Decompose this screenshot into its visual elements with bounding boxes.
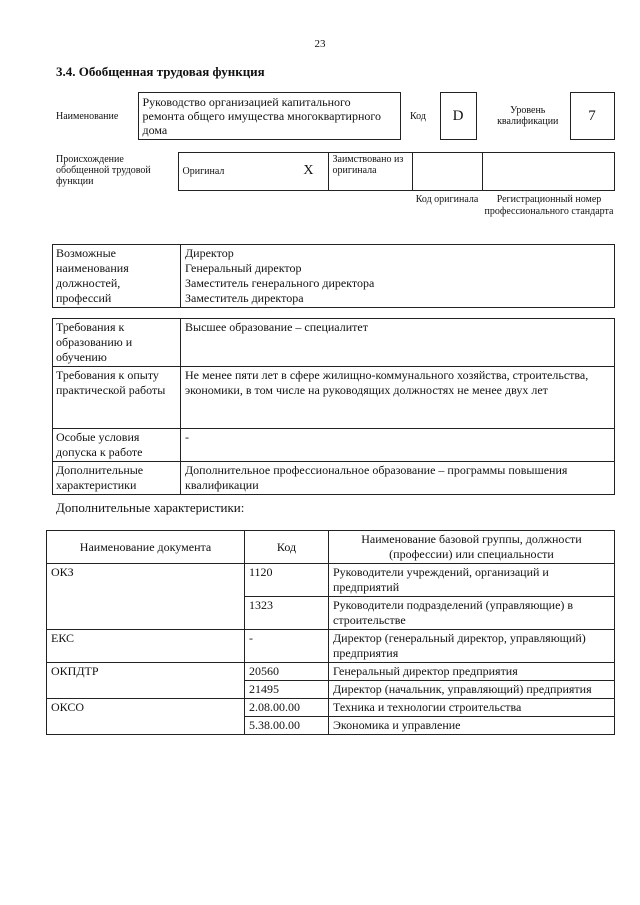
function-header-table: [52, 92, 615, 140]
code-label: Код: [410, 110, 426, 122]
column-header: Код: [245, 531, 329, 564]
education-requirements-label: Требования к образованию и обучению: [53, 319, 181, 367]
origin-label: Происхождение обобщенной трудовой функции: [56, 153, 151, 187]
function-code: D: [440, 93, 476, 140]
document-code: 1120: [245, 564, 329, 597]
group-name: Директор (начальник, управляющий) предприятия: [329, 681, 615, 699]
position-item: Заместитель генерального директора: [185, 276, 375, 290]
group-name: Руководители подразделений (управляющие) в строительстве: [329, 597, 615, 630]
table-row: [47, 717, 615, 735]
document-code: 5.38.00.00: [245, 717, 329, 735]
document-name: ОКЗ: [47, 564, 245, 597]
document-code: 20560: [245, 663, 329, 681]
table-row: [47, 699, 615, 717]
document-code: 2.08.00.00: [245, 699, 329, 717]
group-name: Техника и технологии строительства: [329, 699, 615, 717]
position-item: Генеральный директор: [185, 261, 302, 275]
education-requirements-value: Высшее образование – специалитет: [181, 319, 615, 367]
group-name: Генеральный директор предприятия: [329, 663, 615, 681]
original-code-caption: Код оригинала: [415, 194, 479, 205]
admission-conditions-label: Особые условия допуска к работе: [53, 429, 181, 462]
original-label: Оригинал: [182, 166, 225, 177]
characteristics-table: [46, 530, 615, 735]
original-code-cell: [412, 153, 482, 191]
column-header: Наименование базовой группы, должности (профессии) или специальности: [329, 531, 615, 564]
reg-number-caption: Регистрационный номер профессионального стандарта: [484, 194, 614, 217]
document-code: 1323: [245, 597, 329, 630]
positions-label: Возможные наименования должностей, профессий: [53, 245, 181, 308]
document-name: [47, 717, 245, 735]
origin-table: [52, 152, 615, 191]
page-number: 23: [314, 38, 326, 50]
document-name: ОКПДТР: [47, 663, 245, 681]
name-label: Наименование: [56, 110, 119, 122]
experience-requirements-label: Требования к опыту практической работы: [53, 367, 181, 429]
original-mark: X: [303, 163, 314, 178]
document-name: [47, 681, 245, 699]
table-row: [47, 663, 615, 681]
admission-conditions-value: -: [181, 429, 615, 462]
additional-characteristics-label: Дополнительные характеристики: [53, 462, 181, 495]
additional-characteristics-title: Дополнительные характеристики:: [56, 500, 245, 515]
qualification-level: 7: [570, 93, 614, 140]
table-row: [47, 564, 615, 597]
column-header: Наименование документа: [47, 531, 245, 564]
experience-requirements-value: Не менее пяти лет в сфере жилищно-коммунального хозяйства, строительства, экономики, в том числе на руководящих должностях не менее двух лет: [181, 367, 615, 429]
table-row: [47, 681, 615, 699]
document-name: ОКСО: [47, 699, 245, 717]
position-item: Директор: [185, 246, 234, 260]
qualification-level-label: Уровень квалификации: [497, 105, 559, 127]
positions-table: [52, 244, 615, 308]
reg-number-cell: [482, 153, 614, 191]
group-name: Директор (генеральный директор, управляющий) предприятия: [329, 630, 615, 663]
requirements-table: [52, 318, 615, 495]
borrowed-label: Заимствовано из оригинала: [328, 153, 412, 191]
position-item: Заместитель директора: [185, 291, 304, 305]
group-name: Экономика и управление: [329, 717, 615, 735]
table-row: [47, 597, 615, 630]
document-name: [47, 597, 245, 630]
document-code: 21495: [245, 681, 329, 699]
document-name: ЕКС: [47, 630, 245, 663]
additional-characteristics-value: Дополнительное профессиональное образование – программы повышения квалификации: [181, 462, 615, 495]
group-name: Руководители учреждений, организаций и предприятий: [329, 564, 615, 597]
document-code: -: [245, 630, 329, 663]
function-name: Руководство организацией капитального ремонта общего имущества многоквартирного дома: [138, 93, 400, 140]
section-title: 3.4. Обобщенная трудовая функция: [56, 64, 265, 79]
table-row: [47, 630, 615, 663]
